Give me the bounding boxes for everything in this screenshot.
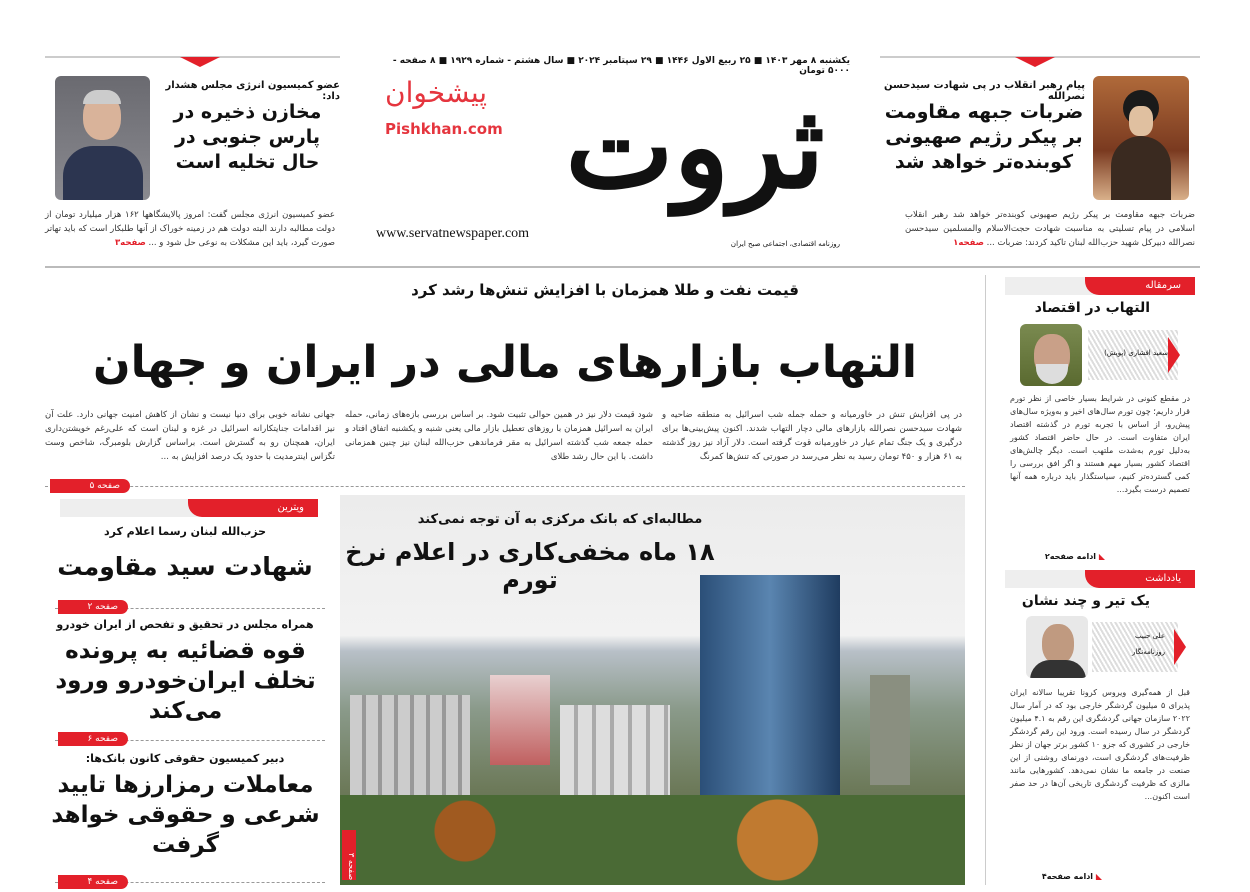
tagline: روزنامه اقتصادی، اجتماعی صبح ایران — [730, 240, 840, 248]
editorial-author-photo — [1020, 324, 1082, 386]
editorial-continue-link[interactable]: ◣ ادامه صفحه۲ — [1044, 552, 1105, 561]
column-divider — [985, 275, 986, 885]
top-right-title[interactable]: ضربات جبهه مقاومت بر پیکر رژیم صهیونی کوبنده‌تر خواهد شد — [884, 101, 1084, 173]
note-title[interactable]: یک تیر و چند نشان — [1021, 593, 1150, 609]
lead-kicker: قیمت نفت و طلا همزمان با افزایش تنش‌ها رشد کرد — [411, 281, 799, 299]
note-label: یادداشت — [1085, 570, 1195, 588]
lead-col-right: در پی افزایش تنش در خاورمیانه و حمله جمله شب اسرائیل به منطقه ضاحیه و شهادت سیدحسن نصرالله بازارهای مالی دچار التهاب شدند. اکنون پیش‌بینی‌ها برای درگیری و یک جنگ تمام عیار در خاورمیانه قوت گرفته است. دلار آزاد نیز روز گذشته به ۶۱ هزار و ۴۵۰ تومان رسید به نظر می‌رسد در صورتی که تنش‌ها کمرنگ — [662, 410, 962, 462]
editorial-label: سرمقاله — [1085, 277, 1195, 295]
editorial-body: در مقطع کنونی در شرایط بسیار خاصی از نظر تورم قرار داریم؛ چون تورم سال‌های اخیر و به‌ویژه سال‌های پیش‌رو، از اساس با تجربه تورم در گذشته اقتصاد ایران متفاوت است. در حال حاضر اقتصاد کشور به‌دلیل تورم به‌شدت ملتهب است. دیگر چالش‌های اقتصاد کشور بسیار مهم هستند و اگر افق بررسی را کمی گسترده‌تر کنیم، سیاستگذار باید درباره همه آنها تصمیم درست بگیرد... — [1010, 394, 1190, 494]
watermark: پیشخوان — [385, 76, 488, 109]
top-left-title[interactable]: مخازن ذخیره در پارس جنوبی در حال تخلیه است — [173, 101, 322, 173]
photo-story-kicker: مطالبه‌ای که بانک مرکزی به آن توجه نمی‌کند — [417, 512, 703, 527]
note-continue-link[interactable]: ◣ ادامه صفحه۴ — [1041, 872, 1102, 881]
top-left-kicker: عضو کمیسیون انرژی مجلس هشدار داد: — [165, 80, 340, 102]
photo-story-link[interactable]: صفحه ۳ — [342, 830, 356, 880]
page-link[interactable]: صفحه ۶ — [58, 732, 128, 746]
vitrine-header — [60, 499, 318, 517]
arrow-icon — [1174, 629, 1186, 665]
logo: ثروت — [565, 80, 825, 215]
vitrine-title[interactable]: شهادت سید مقاومت — [57, 552, 313, 581]
vitrine-kicker: همراه مجلس در تحقیق و تفحص از ایران خودرو — [56, 618, 314, 631]
editorial-author: سعید افشاری (پویش) — [1104, 349, 1168, 357]
page-link[interactable]: صفحه ۲ — [58, 600, 128, 614]
note-header — [1005, 570, 1195, 588]
note-author: علی حبیب — [1135, 632, 1165, 640]
lead-col-mid: شود قیمت دلار نیز در همین حوالی تثبیت شود. بر اساس بررسی بازه‌های زمانی، حمله ایران به اسرائیل همزمان با روزهای تعطیل بازار مالی یعنی شنبه و یکشنبه اتفاق افتاد و حمله جمعه شب گذشته اسرائیل به مقر فرماندهی حزب‌الله لبنان نیز چنین همزمانی داشت. با این حال رشد طلای — [345, 410, 653, 462]
vitrine-title[interactable]: قوه قضائیه به پرونده تخلف ایران‌خودرو ورود می‌کند — [55, 638, 316, 724]
watermark-latin: Pishkhan.com — [385, 120, 503, 138]
top-left-body: عضو کمیسیون انرژی مجلس گفت: امروز پالایشگاهها ۱۶۲ هزار میلیارد تومان از دولت مطالبه دارند البته دولت هم در زمینه خوراک از آنها طلبکار است که باید تهاتر صورت گیرد، باید این مشکلات به نوعی حل شود و ... صفحه۳ — [45, 210, 335, 248]
vitrine-label: ویترین — [188, 499, 318, 517]
tower — [700, 575, 840, 825]
website[interactable]: www.servatnewspaper.com — [376, 226, 530, 241]
vitrine-kicker: حزب‌الله لبنان رسما اعلام کرد — [103, 525, 267, 538]
lead-headline[interactable]: التهاب بازارهای مالی در ایران و جهان — [93, 337, 917, 388]
page-link[interactable]: صفحه۳ — [114, 238, 146, 248]
lead-col-left: جهانی نشانه خوبی برای دنیا نیست و نشان از کاهش امنیت جهانی دارد. علت آن نیز اقدامات جنایتکارانه اسرائیل در غزه و لبنان است که علی‌رغم خویشتن‌داری ایران، همچنان رو به گسترش است. براساس گزارش بلومبرگ، شاخص وست تگزاس اینترمدیت با حدود یک درصد افزایش به ... — [45, 410, 335, 462]
dateline: یکشنبه ۸ مهر ۱۴۰۳ ■ ۲۵ ربیع الاول ۱۴۴۶ ■ ۲۹ سپتامبر ۲۰۲۴ ■ سال هشتم - شماره ۱۹۲۹ ■ ۸ صفحه - ۵۰۰۰ تومان — [392, 56, 850, 76]
editorial-title[interactable]: التهاب در اقتصاد — [1034, 300, 1150, 316]
divider — [45, 486, 965, 487]
note-body: قبل از همه‌گیری ویروس کرونا تقریبا سالانه ایران پذیرای ۵ میلیون گردشگر خارجی بود که در آمار سال ۲۰۲۲ سازمان جهانی گردشگری این رقم به ۴.۱ میلیون گردشگر در سال رسیده است. ورود این رقم گردشگر خارجی در کشوری که جزو ۱۰ کشور برتر جهان از نظر ظرفیت‌های گردشگری است، دورنمای روشنی از این صنعت در جامعه ما نشان نمی‌دهد. کشورهایی مانند مالزی که ظرفیت گردشگری تاریخی آن‌ها در حد صفر است اکنون... — [1010, 688, 1191, 801]
vitrine-kicker: دبیر کمیسیون حقوقی کانون بانک‌ها: — [85, 752, 285, 765]
masthead-rule — [45, 266, 1200, 268]
note-author-photo — [1026, 616, 1088, 678]
vitrine-title[interactable]: معاملات رمزارزها تایید شرعی و حقوقی خواهد گرفت — [51, 772, 320, 858]
top-right-kicker: پیام رهبر انقلاب در پی شهادت سیدحسن نصرالله — [883, 80, 1085, 102]
page-link[interactable]: صفحه۱ — [953, 238, 984, 248]
lead-page-link[interactable]: صفحه ۵ — [50, 479, 130, 493]
editorial-header — [1005, 277, 1195, 295]
note-author-role: روزنامه‌نگار — [1131, 648, 1165, 656]
top-right-body: ضربات جبهه مقاومت بر پیکر رژیم صهیونی کوبنده‌تر خواهد شد رهبر انقلاب اسلامی در پیام تسلیتی به مناسبت شهادت حجت‌الاسلام والمسلمین سیدحسن نصرالله دبیرکل شهید حزب‌الله لبنان تاکید کردند: ضربات ... صفحه۱ — [905, 210, 1195, 248]
author-band — [1092, 622, 1178, 672]
photo-story-title[interactable]: ۱۸ ماه مخفی‌کاری در اعلام نرخ تورم — [345, 538, 715, 594]
leader-photo — [1093, 76, 1189, 200]
marker-icon — [1015, 57, 1055, 67]
mp-photo — [55, 76, 150, 200]
marker-icon — [180, 57, 220, 67]
arrow-icon — [1168, 337, 1180, 373]
page-link[interactable]: صفحه ۴ — [58, 875, 128, 889]
